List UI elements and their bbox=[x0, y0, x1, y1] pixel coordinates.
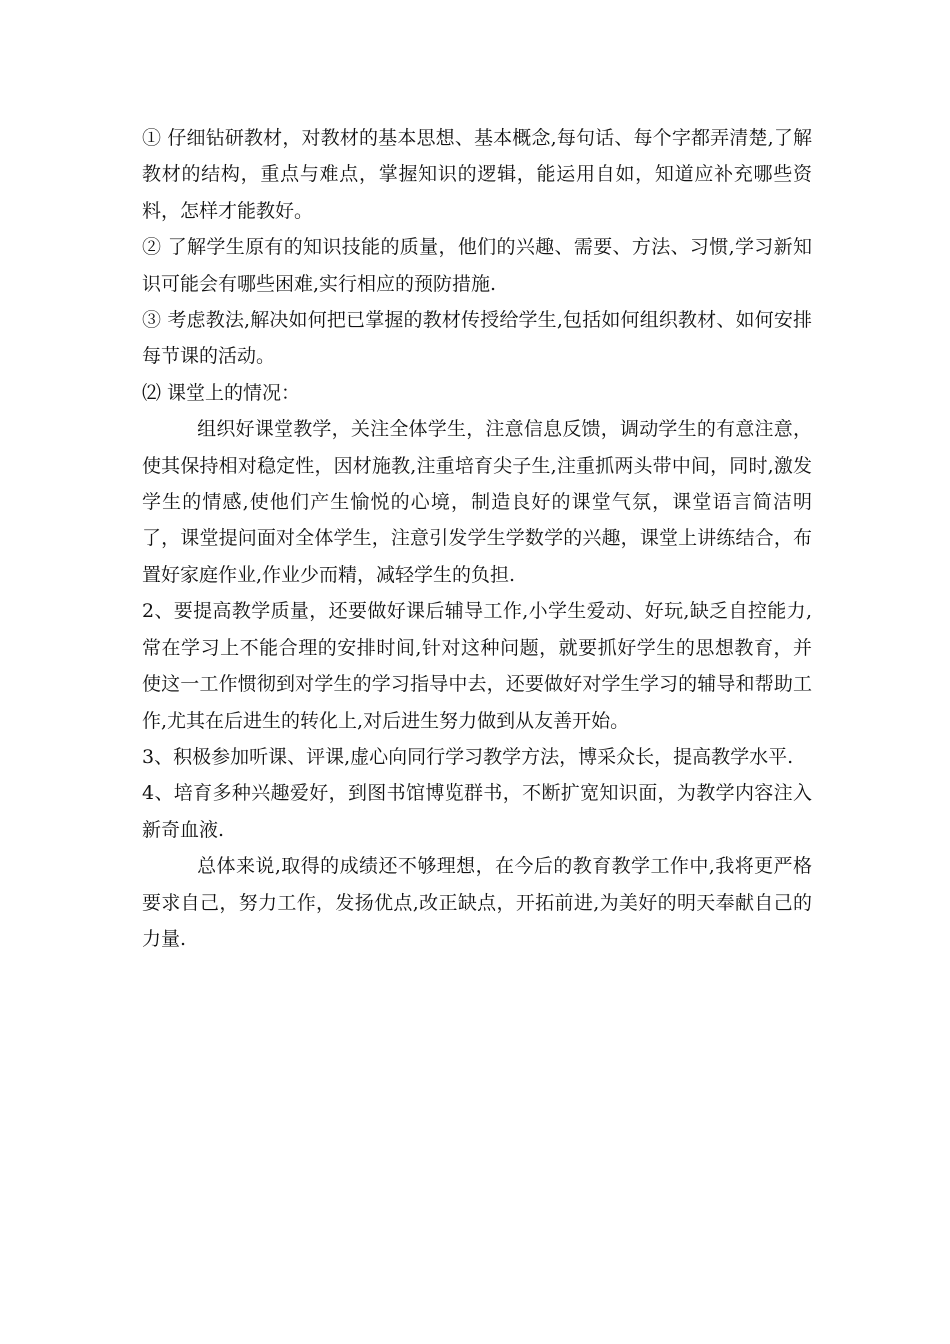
paragraph-summary: 总体来说,取得的成绩还不够理想，在今后的教育教学工作中,我将更严格要求自己，努力工作，发扬优点,改正缺点，开拓前进,为美好的明天奉献自己的力量. bbox=[142, 855, 812, 950]
paragraph-interests-reading: 4、培育多种兴趣爱好，到图书馆博览群书，不断扩宽知识面，为教学内容注入新奇血液. bbox=[142, 782, 812, 841]
paragraph-lesson-observation: 3、积极参加听课、评课,虚心向同行学习教学方法，博采众长，提高教学水平. bbox=[142, 745, 794, 768]
paragraph-understand-students: ② 了解学生原有的知识技能的质量，他们的兴趣、需要、方法、习惯,学习新知识可能会有哪些困难,实行相应的预防措施. bbox=[142, 236, 812, 295]
paragraph-classroom-organization: 组织好课堂教学，关注全体学生，注意信息反馈，调动学生的有意注意，使其保持相对稳定性，因材施教,注重培育尖子生,注重抓两头带中间，同时,激发学生的情感,使他们产生愉悦的心境，制造良好的课堂气氛，课堂语言简洁明了，课堂提问面对全体学生，注意引发学生学数学的兴趣，课堂上讲练结合，布置好家庭作业,作业少而精，减轻学生的负担. bbox=[142, 418, 812, 586]
section-heading-classroom: ⑵ 课堂上的情况： bbox=[142, 381, 301, 404]
paragraph-study-materials: ① 仔细钻研教材，对教材的基本思想、基本概念,每句话、每个字都弄清楚,了解教材的结构，重点与难点，掌握知识的逻辑，能运用自如，知道应补充哪些资料，怎样才能教好。 bbox=[142, 127, 812, 222]
document-body bbox=[142, 120, 812, 957]
paragraph-after-class-tutoring: 2、要提高教学质量，还要做好课后辅导工作,小学生爱动、好玩,缺乏自控能力,常在学习上不能合理的安排时间,针对这种问题，就要抓好学生的思想教育，并使这一工作惯彻到对学生的学习指导中去，还要做好对学生学习的辅导和帮助工作,尤其在后进生的转化上,对后进生努力做到从友善开始。 bbox=[142, 600, 812, 732]
paragraph-teaching-methods: ③ 考虑教法,解决如何把已掌握的教材传授给学生,包括如何组织教材、如何安排每节课的活动。 bbox=[142, 309, 812, 368]
